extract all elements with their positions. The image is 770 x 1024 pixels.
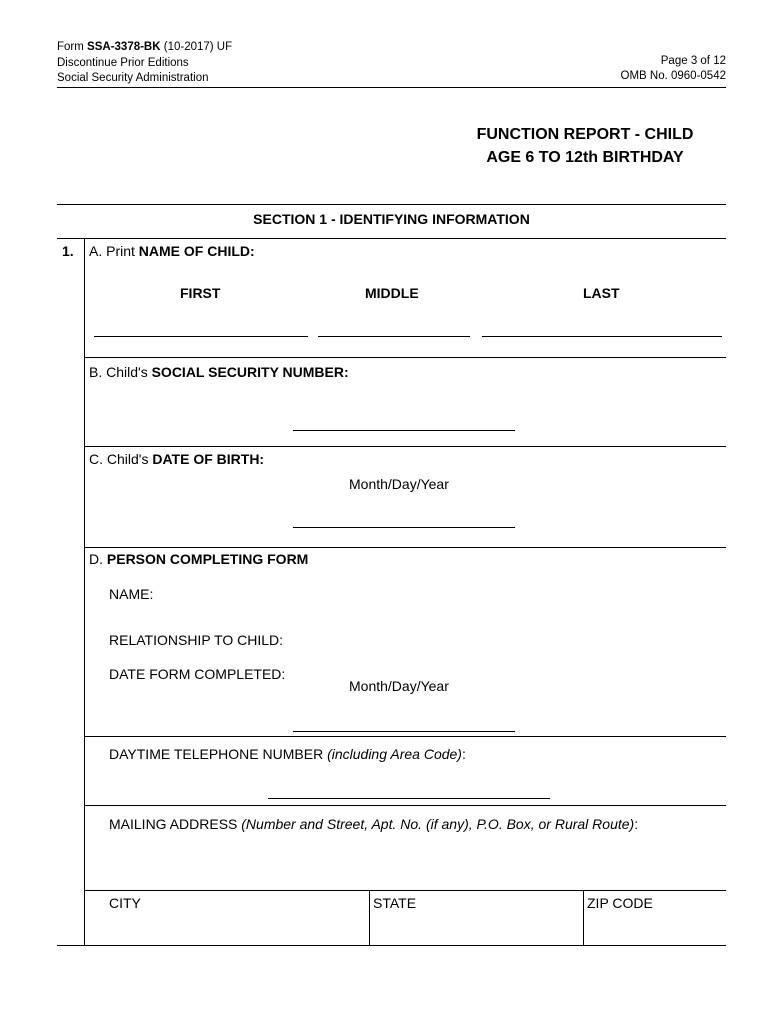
state-label: STATE xyxy=(373,895,417,911)
phone-label: DAYTIME TELEPHONE NUMBER (including Area Code): xyxy=(109,746,466,762)
item-number: 1. xyxy=(62,243,74,259)
last-name-field[interactable] xyxy=(482,336,722,337)
part-c-divider xyxy=(84,547,726,548)
city-state-separator xyxy=(369,890,370,945)
phone-field[interactable] xyxy=(268,798,550,799)
last-name-label: LAST xyxy=(583,285,620,301)
phone-divider xyxy=(84,805,726,806)
part-d-divider xyxy=(84,736,726,737)
address-divider xyxy=(84,890,726,891)
city-label: CITY xyxy=(109,895,141,911)
left-column-rule xyxy=(84,238,85,945)
part-b-divider xyxy=(84,446,726,447)
discontinue-note: Discontinue Prior Editions xyxy=(57,57,189,69)
part-a-label: A. Print NAME OF CHILD: xyxy=(89,243,255,259)
ssn-field[interactable] xyxy=(293,430,515,431)
title-line-1: FUNCTION REPORT - CHILD xyxy=(476,126,694,143)
omb-number: OMB No. 0960-0542 xyxy=(620,70,726,82)
relationship-label: RELATIONSHIP TO CHILD: xyxy=(109,632,284,648)
form-number: SSA-3378-BK xyxy=(87,41,161,53)
city-field[interactable] xyxy=(90,930,364,931)
dob-format-hint: Month/Day/Year xyxy=(349,476,449,492)
part-b-label: B. Child's SOCIAL SECURITY NUMBER: xyxy=(89,364,349,380)
form-identifier xyxy=(57,39,232,55)
agency-name: Social Security Administration xyxy=(57,72,209,84)
part-c-label: C. Child's DATE OF BIRTH: xyxy=(89,451,265,467)
section-bottom-rule xyxy=(57,238,726,239)
state-zip-separator xyxy=(583,890,584,945)
first-name-label: FIRST xyxy=(180,285,221,301)
date-completed-label: DATE FORM COMPLETED: xyxy=(109,666,286,682)
date-completed-field[interactable] xyxy=(293,731,515,732)
form-prefix: Form xyxy=(57,41,84,53)
section-top-rule xyxy=(57,204,726,205)
first-name-field[interactable] xyxy=(94,336,308,337)
state-field[interactable] xyxy=(374,930,578,931)
page-title xyxy=(400,123,770,169)
form-bottom-rule xyxy=(57,945,726,946)
part-a-divider xyxy=(84,357,726,358)
middle-name-field[interactable] xyxy=(318,336,470,337)
section-heading: SECTION 1 - IDENTIFYING INFORMATION xyxy=(253,211,530,227)
part-d-label: D. PERSON COMPLETING FORM xyxy=(89,551,309,567)
page-number: Page 3 of 12 xyxy=(660,55,726,67)
title-line-2: AGE 6 TO 12th BIRTHDAY xyxy=(486,149,684,166)
form-version: (10-2017) UF xyxy=(163,41,233,53)
zip-field[interactable] xyxy=(588,930,722,931)
date-of-birth-field[interactable] xyxy=(293,527,515,528)
header-divider xyxy=(57,87,726,88)
mailing-address-label: MAILING ADDRESS (Number and Street, Apt. No. (if any), P.O. Box, or Rural Route): xyxy=(109,816,639,832)
date-completed-format-hint: Month/Day/Year xyxy=(349,678,449,694)
middle-name-label: MIDDLE xyxy=(365,285,419,301)
zip-label: ZIP CODE xyxy=(587,895,653,911)
completer-name-label: NAME: xyxy=(109,586,154,602)
